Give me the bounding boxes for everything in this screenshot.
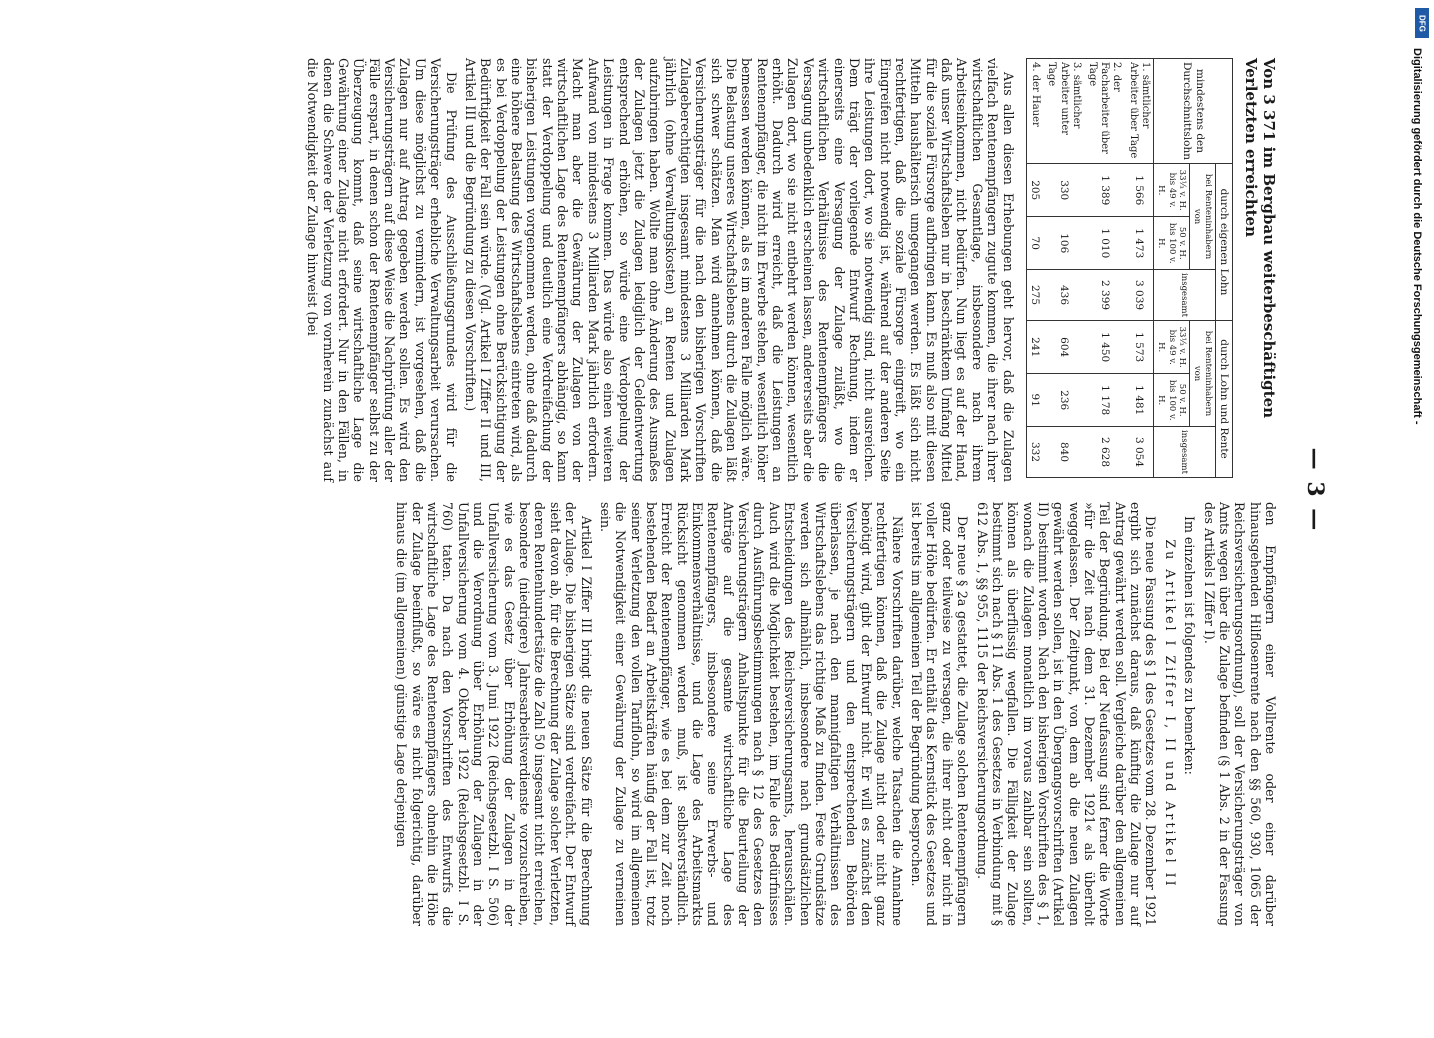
right-intro-line: Im einzelnen ist folgendes zu bemerken: — [1182, 516, 1198, 775]
group1-header: durch eigenen Lohn — [1215, 164, 1233, 321]
table-cell: 1 566 — [1124, 164, 1153, 217]
table-cell: 241 — [1026, 321, 1043, 374]
table-cell: 604 — [1043, 321, 1084, 374]
table-cell: 1 178 — [1084, 374, 1125, 427]
left-paragraph-2: Die Prüfung des Ausschließungsgrundes wird für die Versicherungsträger erhebliche Verwaltungsarbeit verursachen. Um diese möglichst zu vermindern, ist vorgesehen, daß die Zulagen nur auf Antrag gegeben werden sollen. Es wird den Versicherungsträgern auf diese Weise die Nachprüfung aller der Fälle erspart, in denen schon der Rentenempfänger selbst zu der Überzeugung kommt, daß seine wirtschaftliche Lage die Gewährung einer Zulage nicht erfordert. Nur in den Fällen, in denen die Schwere der Verletzung von vornherein zunächst auf die Notwendigkeit der Zulage hinweist (bei — [305, 58, 459, 482]
table-cell: 205 — [1026, 164, 1043, 217]
subgroup2-header: bei Renteninhabern von — [1189, 321, 1215, 427]
subgroup1-header: bei Renteninhabern von — [1189, 164, 1215, 270]
table-cell: 1 389 — [1084, 164, 1125, 217]
section-title: Zu Artikel I Ziffer I, II und Artikel II — [1162, 539, 1178, 889]
group2-header: durch Lohn und Rente — [1215, 321, 1233, 478]
sub-col1-header: 33⅓ v. H. bis 49 v. H. — [1153, 321, 1189, 374]
digitization-credit: Digitalisierung gefördert durch die Deutsche Forschungsgemeinschaft - — [1411, 48, 1423, 425]
table-cell: 332 — [1026, 427, 1043, 478]
page-number: — 3 — — [1302, 447, 1328, 533]
dfg-logo-icon: DFG — [1415, 8, 1429, 38]
table-row — [1026, 59, 1043, 478]
row-label: 3. sämtlicher Arbeiter unter Tage — [1043, 59, 1084, 164]
table-row — [1124, 59, 1153, 478]
table-cell: 1 473 — [1124, 217, 1153, 270]
table-cell: 1 010 — [1084, 217, 1125, 270]
total2-header: insgesamt — [1153, 427, 1215, 478]
table-cell: 2 399 — [1084, 270, 1125, 321]
scanned-page — [100, 40, 1330, 940]
right-paragraph-2: Der neue § 2a gestattet, die Zulage solchen Rentenempfängern ganz oder teilweise zu versagen, die ihrer nicht oder nicht in voller Höhe bedürfen. Er enthält das Kernstück des Gesetzes und ist bereits im allgemeinen Teil der Begründung besprochen. — [909, 502, 971, 926]
table-cell: 1 481 — [1124, 374, 1153, 427]
table-cell: 3 039 — [1124, 270, 1153, 321]
right-column — [390, 502, 1278, 926]
table-cell: 3 054 — [1124, 427, 1153, 478]
row-label: 2. der Facharbeiter über Tage — [1084, 59, 1125, 164]
right-paragraph-4: Artikel I Ziffer III bringt die neuen Sätze für die Berechnung der Zulage. Die bisherigen Sätze sind verdreifacht. Der Entwurf sieht davon ab, für die Berechnung der Zulage solcher Verletzten, deren Rentenhundertsätze die Zahl 50 insgesamt nicht erreichen, besondere (niedrigere) Jahresarbeitsverdienste vorzuschreiben, wie es das Gesetz über Erhöhung der Zulagen in der Unfallversicherung vom 3. Juni 1922 (Reichsgesetzbl. I S. 506) und die Verordnung über Erhöhung der Zulagen in der Unfallversicherung vom 4. Oktober 1922 (Reichsgesetzbl. I S. 760) taten. Da nach den Vorschriften des Entwurfs die wirtschaftliche Lage des Rentenempfängers ohnehin die Höhe der Zulage beeinflußt, so wäre es nicht folgerichtig, darüber hinaus die (im allgemeinen) günstige Lage derjenigen — [394, 502, 594, 926]
table-cell: 840 — [1043, 427, 1084, 478]
table-cell: 91 — [1026, 374, 1043, 427]
first-column-header: mindestens den Durchschnittslohn — [1153, 59, 1233, 164]
table-cell: 70 — [1026, 217, 1043, 270]
right-paragraph-continued: den Empfängern einer Vollrente oder einer darüber hinausgehenden Hilflosenrente nach den §§ 560, 930, 1065 der Reichsversicherungsordnung), soll der Versicherungsträger von Amts wegen über die Zulage befinden (§ 1 Abs. 2 in der Fassung des Artikels I Ziffer I). — [1201, 502, 1278, 926]
table-cell: 106 — [1043, 217, 1084, 270]
table-cell: 236 — [1043, 374, 1084, 427]
row-label: 1. sämtlicher Arbeiter über Tage — [1124, 59, 1153, 164]
sub-col2-header: 50 v. H. bis 100 v. H. — [1153, 374, 1189, 427]
total1-header: insgesamt — [1153, 270, 1215, 321]
right-paragraph-3: Nähere Vorschriften darüber, welche Tatsachen die Annahme rechtfertigen können, daß die Zulage nicht oder nicht ganz benötigt wird, gibt der Entwurf nicht. Er will es zunächst den Versicherungsträgern und den entsprechenden Behörden überlassen, je nach den mannigfaltigen Verhältnissen des Wirtschaftslebens das richtige Maß zu finden. Feste Grundsätze werden sich allmählich, insbesondere nach grundsätzlichen Entscheidungen des Reichsversicherungsamts, herausschälen. Auch wird die Möglichkeit bestehen, im Falle des Bedürfnisses durch Ausführungsbestimmungen nach § 12 des Gesetzes den Versicherungsträgern Anhaltspunkte für die Beurteilung der Anträge auf die gesamte wirtschaftliche Lage des Rentenempfängers, insbesondere seine Erwerbs- und Einkommensverhältnisse, und die Lage des Arbeitsmarkts Rücksicht genommen werden muß, ist selbstverständlich. Erreicht der Rentenempfänger, wie es bei dem zur Zeit noch bestehenden Bedarf an Arbeitskräften häufig der Fall ist, trotz seiner Verletzung den vollen Tariflohn, so wird im allgemeinen die Notwendigkeit einer Gewährung der Zulage zu verneinen sein. — [597, 502, 905, 926]
table-cell: 1 573 — [1124, 321, 1153, 374]
table-title: Von 3 371 im Bergbau weiterbeschäftigten Verletzten erreichten — [1241, 58, 1278, 419]
digitization-sidebar — [1410, 8, 1432, 998]
left-paragraph-1: Aus allen diesen Erhebungen geht hervor, daß die Zulagen vielfach Rentenempfängern zugute kommen, die ihrer nach ihrer wirtschaftlichen Gesamtlage, insbesondere nach ihrem Arbeitseinkommen, nicht bedürfen. Nun liegt es auf der Hand, daß unser Wirtschaftsleben nur in beschränktem Umfang Mittel für die soziale Fürsorge aufbringen kann. Es muß also mit diesen Mitteln haushälterisch umgegangen werden. Es läßt sich nicht rechtfertigen, daß die soziale Fürsorge eingreift, wo ein Eingreifen nicht notwendig ist, während auf der anderen Seite ihre Leistungen dort, wo sie notwendig sind, nicht ausreichen. Dem trägt der vorliegende Entwurf Rechnung, indem er einerseits eine Versagung der Zulage zuläßt, wo die wirtschaftlichen Verhältnisse des Rentenempfängers die Versagung unbedenklich erscheinen lassen, andererseits aber die Zulagen dort, wo sie nicht entbehrt werden können, wesentlich erhöht. Dadurch wird erreicht, daß die Leistungen an Rentenempfänger, die nicht im Erwerbe stehen, wesentlich höher bemessen werden können, als es im anderen Falle möglich wäre. Die Belastung unseres Wirtschaftslebens durch die Zulagen läßt sich schwer schätzen. Man wird annehmen können, daß die Versicherungsträger für die nach den bisherigen Vorschriften Zulageberechtigten insgesamt mindestens 3 Milliarden Mark jährlich (ohne Verwaltungskosten) an Renten und Zulagen aufzubringen haben. Wollte man ohne Änderung des Ausmaßes der Zulagen jetzt die Zulagen lediglich der Geldentwertung entsprechend erhöhen, so würde eine Verdoppelung der Leistungen in Frage kommen. Das würde also einen weiteren Aufwand von mindestens 3 Milliarden Mark jährlich erfordern. Macht man aber die Gewährung der Zulagen von der wirtschaftlichen Lage des Rentenempfängers abhängig, so kann statt der Verdoppelung und deutlich eine Verdreifachung der bisherigen Leistungen vorgenommen werden, ohne daß dadurch eine höhere Belastung des Wirtschaftslebens eintreten wird, als es bei Verdoppelung der Leistungen ohne Berücksichtigung der Bedürftigkeit der Fall sein würde. (Vgl. Artikel I Ziffer II und III, Artikel III und die Begründung zu diesen Vorschriften.) — [462, 58, 1016, 482]
right-paragraph-1: Die neue Fassung des § 1 des Gesetzes vom 28. Dezember 1921 ergibt sich zunächst daraus, daß künftig die Zulage nur auf Antrag gewährt werden soll. Vergleiche darüber den allgemeinen Teil der Begründung. Bei der Neufassung sind ferner die Worte »für die Zeit nach dem 31. Dezember 1921« als überholt weggelassen. Der Zeitpunkt, von dem ab die neuen Zulagen gewährt werden sollen, ist in den Übergangsvorschriften (Artikel II) bestimmt worden. Nach den bisherigen Vorschriften des § 1, wonach die Zulagen monatlich im voraus zahlbar sein sollten, können als überflüssig wegfallen. Die Fälligkeit der Zulage bestimmt sich nach § 11 Abs. 1 des Gesetzes in Verbindung mit § 612 Abs. 1, §§ 955, 1115 der Reichsversicherungsordnung. — [974, 502, 1159, 926]
table-cell: 2 628 — [1084, 427, 1125, 478]
sub-col2-header: 50 v. H. bis 100 v. H. — [1153, 217, 1189, 270]
table-row — [1043, 59, 1084, 478]
table-cell: 275 — [1026, 270, 1043, 321]
sub-col1-header: 33⅓ v. H. bis 49 v. H. — [1153, 164, 1189, 217]
table-row — [1084, 59, 1125, 478]
table-cell: 1 450 — [1084, 321, 1125, 374]
row-label: 4. der Hauer — [1026, 59, 1043, 164]
table-cell: 330 — [1043, 164, 1084, 217]
table-cell: 436 — [1043, 270, 1084, 321]
statistics-table — [1026, 58, 1234, 478]
left-column — [301, 58, 1278, 482]
